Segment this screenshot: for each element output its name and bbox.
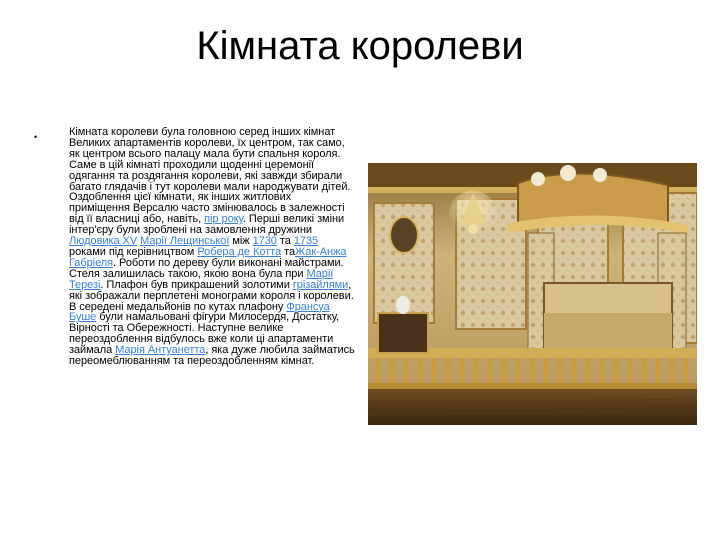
body-paragraph <box>69 127 355 367</box>
text-run: роками під керівництвом <box>69 245 198 258</box>
text-run: . Плафон був прикрашений золотими <box>100 278 293 291</box>
bullet-marker: • <box>34 132 38 142</box>
text-run: , яка дуже любила займатись переомеблюванням та переоздобленням кімнат. <box>69 344 355 368</box>
text-run: . Перші великі зміни інтер'єру були зроблені на замовлення дружини <box>69 213 345 237</box>
link-maria-theresa[interactable]: Марії Терезі <box>69 267 334 291</box>
link-gabriel[interactable]: Жак-Анжа Габріеля <box>69 245 347 269</box>
text-run: та <box>281 245 296 258</box>
link-grisaille[interactable]: грізайлями <box>292 278 349 291</box>
link-season[interactable]: пір року <box>204 213 243 226</box>
link-year-1730[interactable]: 1730 <box>252 235 277 248</box>
text-run: Кімната королеви була головною серед інших кімнат Великих апартаментів королеви, їх центром, так само, як центром всього палацу мала бути спальня короля. Саме в цій кімнаті проходили щоденні церемонії одягання та роздягання королеви, які завжди збирали багато глядачів і тут королеви мали народжувати дітей. Оздоблення цієї кімнати, як інших житлових приміщення Версалю часто змінювалось в залежності від її власниці або, навіть, <box>69 126 351 226</box>
text-run: , які зображали перплетені монограми короля і королеви. В середені медальйонів по кутах плафону <box>69 278 354 313</box>
link-robert-de-cotte[interactable]: Робера де Котта <box>197 245 282 258</box>
link-francois-boucher[interactable]: Франсуа Буше <box>69 300 330 324</box>
text-run: між <box>229 235 253 248</box>
slide-title: Кімната королеви <box>196 24 524 68</box>
text-run: та <box>276 235 294 248</box>
queen-bedchamber-photo <box>368 163 697 425</box>
link-year-1735[interactable]: 1735 <box>293 235 319 248</box>
link-louis-xv[interactable]: Людовика XV <box>69 235 138 248</box>
text-run: були намальовані фігури Милосердя, Достатку, Вірності та Обережності. Наступне велике переоздоблення відбулось вже коли ці апартаменти займала <box>69 311 340 357</box>
link-maria-leszczynska[interactable]: Марії Лещинської <box>140 235 230 248</box>
link-marie-antoinette[interactable]: Марія Антуанетта <box>115 344 206 357</box>
text-run: . Роботи по дереву були виконані майстрами. Стеля залишилась такою, якою вона була при <box>69 256 344 280</box>
